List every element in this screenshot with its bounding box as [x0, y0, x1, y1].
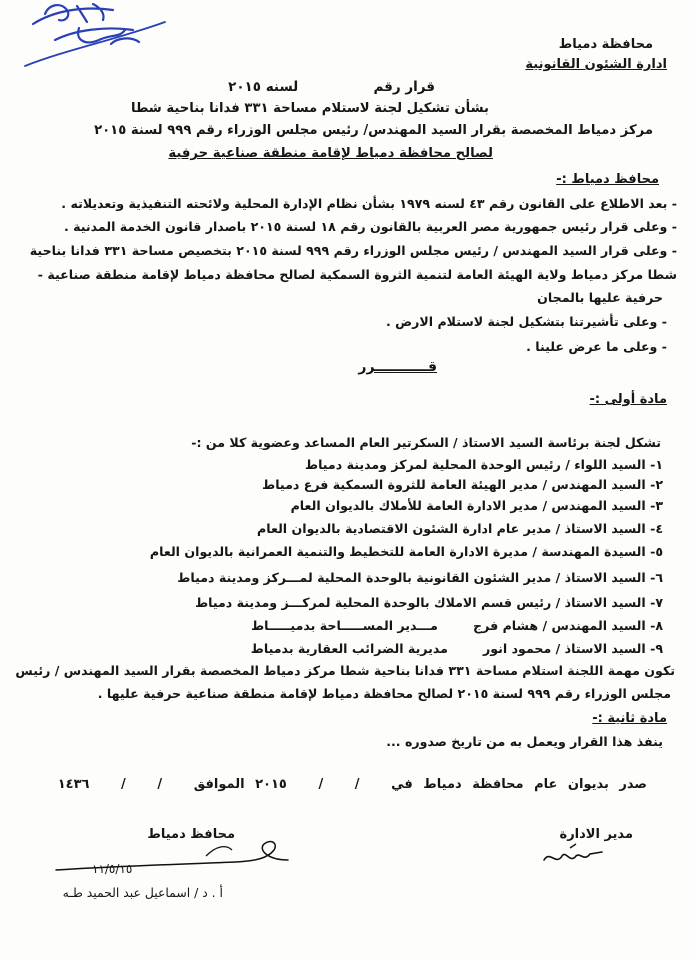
preamble-line-5: حرفية عليها بالمجان: [537, 290, 663, 305]
article-2-title: مادة ثانية :-: [592, 711, 667, 726]
governorate-header: محافظة دمياط: [558, 37, 653, 52]
handwritten-note: [15, 0, 175, 78]
member-5: ٥- السيدة المهندسة / مديرة الادارة العامة للتخطيط والتنمية العمرانية بالديوان العام: [149, 544, 663, 559]
governor-name: أ . د / اسماعيل عبد الحميد طـه: [62, 885, 223, 900]
admin-director-signature: [540, 842, 610, 872]
governor-title: محافظ دمياط: [147, 827, 235, 842]
decree-subject-line-2: مركز دمياط المخصصة بقرار السيد المهندس/ رئيس مجلس الوزراء رقم ٩٩٩ لسنة ٢٠١٥: [94, 123, 653, 138]
article-1-title: مادة أولى :-: [589, 392, 667, 407]
article-1-task-line-1: تكون مهمة اللجنة استلام مساحة ٣٣١ فدانا بناحية شطا مركز دمياط المخصصة بقرار السيد المهندس / رئيس: [15, 663, 675, 678]
article-2-text: ينفذ هذا القرار ويعمل به من تاريخ صدوره ...: [386, 734, 663, 749]
member-4: ٤- السيد الاستاذ / مدير عام ادارة الشئون الاقتصادية بالديوان العام: [257, 521, 663, 536]
member-8: ٨- السيد المهندس / هشام فرج مـــدير المســـــاحة بدميـــــاط: [251, 618, 663, 633]
issued-line: صدر بديوان عام محافظة دمياط في / / ٢٠١٥ الموافق / / ١٤٣٦: [57, 777, 647, 792]
member-3: ٣- السيد المهندس / مدير الادارة العامة للأملاك بالديوان العام: [290, 498, 663, 513]
article-1-intro: تشكل لجنة برئاسة السيد الاستاذ / السكرتير العام المساعد وعضوية كلا من :-: [191, 435, 661, 450]
preamble-line-7: - وعلى ما عرض علينا .: [526, 339, 667, 354]
preamble-line-1: - بعد الاطلاع على القانون رقم ٤٣ لسنه ١٩٧٩ بشأن نظام الإدارة المحلية ولائحته التنفيذية وتعديلاته .: [61, 196, 677, 211]
decides-heading: قـــــــــــرر: [358, 359, 437, 375]
signature-icon: [540, 842, 610, 872]
preamble-line-3: - وعلى قرار السيد المهندس / رئيس مجلس الوزراء رقم ٩٩٩ لسنة ٢٠١٥ بتخصيص مساحة ٣٣١ فدانا بناحية: [29, 243, 677, 258]
member-2: ٢- السيد المهندس / مدير الهيئة العامة للثروة السمكية فرع دمياط: [262, 477, 663, 492]
signature-date: ١١/٥/١٥: [92, 862, 133, 876]
issuer-heading: محافظ دمياط :-: [556, 172, 659, 187]
department-header: ادارة الشئون القانونية: [525, 57, 667, 72]
decree-subject-line-3: لصالح محافظة دمياط لإقامة منطقة صناعية حرفية: [168, 146, 493, 161]
preamble-line-4: شطا مركز دمياط ولاية الهيئة العامة لتنمية الثروة السمكية لصالح محافظة دمياط لإقامة منطقة صناعية -: [37, 267, 677, 282]
member-1: ١- السيد اللواء / رئيس الوحدة المحلية لمركز ومدينة دمياط: [304, 457, 663, 472]
member-6: ٦- السيد الاستاذ / مدير الشئون القانونية بالوحدة المحلية لمـــركز ومدينة دمياط: [177, 570, 663, 585]
decree-number-line: قرار رقم لسنه ٢٠١٥: [228, 79, 435, 95]
article-1-task-line-2: مجلس الوزراء رقم ٩٩٩ لسنة ٢٠١٥ لصالح محافظة دمياط لإقامة منطقة صناعية حرفية عليها .: [97, 686, 671, 701]
preamble-line-6: - وعلى تأشيرتنا بتشكيل لجنة لاستلام الارض .: [386, 314, 667, 329]
member-7: ٧- السيد الاستاذ / رئيس قسم الاملاك بالوحدة المحلية لمركـــز ومدينة دمياط: [195, 595, 663, 610]
preamble-line-2: - وعلى قرار رئيس جمهورية مصر العربية بالقانون رقم ١٨ لسنة ٢٠١٥ باصدار قانون الخدمة المدنية .: [63, 219, 677, 234]
member-9: ٩- السيد الاستاذ / محمود انور مديرية الضرائب العقارية بدمياط: [250, 641, 663, 656]
blue-ink-scribble-icon: [15, 0, 175, 78]
admin-director-title: مدير الادارة: [559, 827, 633, 842]
decree-subject-line-1: بشأن تشكيل لجنة لاستلام مساحة ٣٣١ فدانا بناحية شطا: [131, 101, 489, 116]
